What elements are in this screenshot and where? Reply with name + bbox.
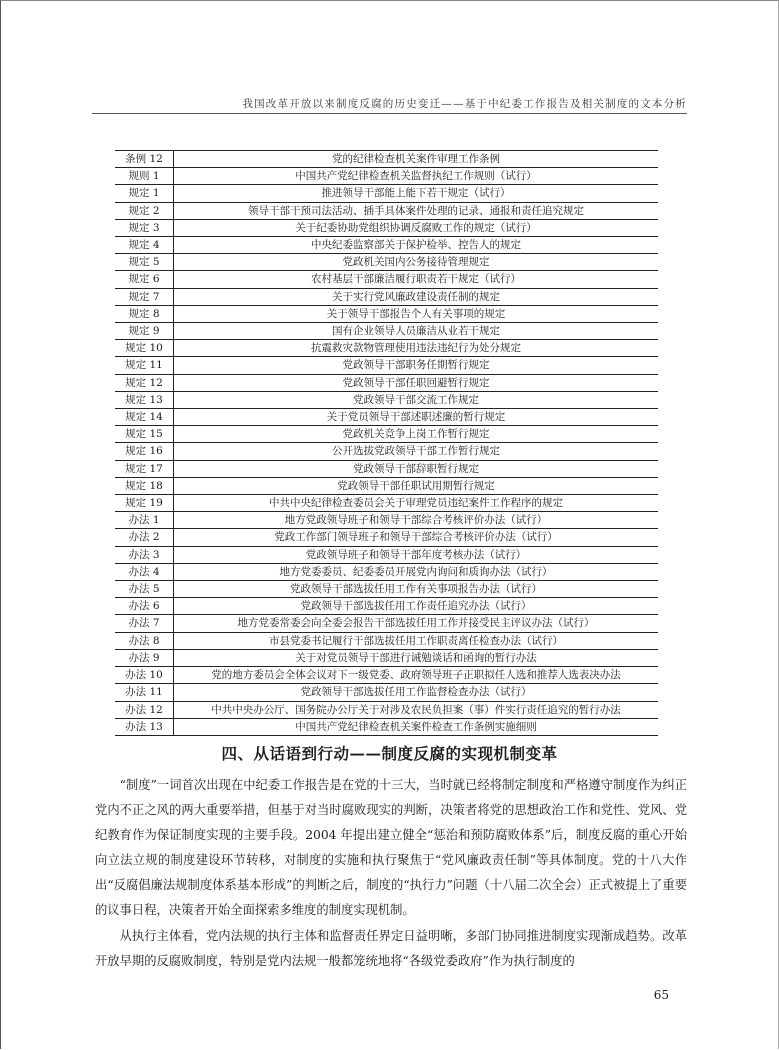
regulation-name: 党政领导干部选拔任用工作有关事项报告办法（试行）: [174, 581, 659, 598]
regulation-name: 关于领导干部报告个人有关事项的规定: [174, 305, 659, 322]
regulation-code: 规定 2: [115, 202, 174, 219]
regulation-name: 党政工作部门领导班子和领导干部综合考核评价办法（试行）: [174, 529, 659, 546]
regulation-code: 办法 3: [115, 546, 174, 563]
regulation-name: 关于纪委协助党组织协调反腐败工作的规定（试行）: [174, 219, 659, 236]
regulations-table-body: [115, 151, 658, 736]
regulation-code: 办法 8: [115, 632, 174, 649]
table-row: [115, 168, 658, 185]
regulation-name: 公开选拔党政领导干部工作暂行规定: [174, 443, 659, 460]
regulation-name: 中国共产党纪律检查机关案件检查工作条例实施细则: [174, 718, 659, 735]
regulation-code: 规定 4: [115, 237, 174, 254]
regulation-name: 关于党员领导干部述职述廉的暂行规定: [174, 409, 659, 426]
regulation-code: 规定 9: [115, 323, 174, 340]
regulation-code: 办法 9: [115, 649, 174, 666]
table-row: [115, 254, 658, 271]
regulation-code: 规定 12: [115, 374, 174, 391]
table-row: [115, 185, 658, 202]
table-row: [115, 288, 658, 305]
regulation-name: 党政领导干部交流工作规定: [174, 391, 659, 408]
table-row: [115, 323, 658, 340]
regulations-table: [115, 150, 658, 736]
regulation-name: 抗震救灾款物管理使用违法违纪行为处分规定: [174, 340, 659, 357]
regulation-name: 党政领导干部选拔任用工作监督检查办法（试行）: [174, 684, 659, 701]
table-row: [115, 684, 658, 701]
regulation-code: 规定 10: [115, 340, 174, 357]
regulation-name: 党政机关竞争上岗工作暂行规定: [174, 426, 659, 443]
table-row: [115, 512, 658, 529]
body-text: [95, 773, 687, 974]
regulation-code: 办法 2: [115, 529, 174, 546]
regulation-code: 规定 15: [115, 426, 174, 443]
table-row: [115, 477, 658, 494]
regulation-code: 规定 16: [115, 443, 174, 460]
regulation-code: 办法 11: [115, 684, 174, 701]
regulation-code: 规定 18: [115, 477, 174, 494]
table-row: [115, 219, 658, 236]
regulation-code: 规定 5: [115, 254, 174, 271]
regulation-name: 中央纪委监察部关于保护检举、控告人的规定: [174, 237, 659, 254]
regulation-name: 党政领导干部任职试用期暂行规定: [174, 477, 659, 494]
table-row: [115, 391, 658, 408]
regulation-code: 规定 8: [115, 305, 174, 322]
table-row: [115, 357, 658, 374]
regulation-code: 规定 3: [115, 219, 174, 236]
regulation-name: 关于对党员领导干部进行诫勉谈话和函询的暂行办法: [174, 649, 659, 666]
table-row: [115, 495, 658, 512]
header-rule: [92, 113, 687, 114]
regulation-name: 农村基层干部廉洁履行职责若干规定（试行）: [174, 271, 659, 288]
table-row: [115, 202, 658, 219]
regulation-name: 领导干部干预司法活动、插手具体案件处理的记录、通报和责任追究规定: [174, 202, 659, 219]
body-paragraph: “制度”一词首次出现在中纪委工作报告是在党的十三大，当时就已经将制定制度和严格遵守制度作为纠正党内不正之风的两大重要举措，但基于对当时腐败现实的判断，决策者将党的思想政治工作和党性、党风、党纪教育作为保证制度实现的主要手段。2004 年提出建立健全“惩治和预防腐败体系”后，制度反腐的重心开始向立法立规的制度建设环节转移，对制度的实施和执行聚焦于“党风廉政责任制”等具体制度。党的十八大作出“反腐倡廉法规制度体系基本形成”的判断之后，制度的“执行力”问题（十八届二次全会）正式被提上了重要的议事日程，决策者开始全面探索多维度的制度实现机制。: [95, 778, 687, 918]
table-row: [115, 546, 658, 563]
regulation-name: 党政领导干部选拔任用工作责任追究办法（试行）: [174, 598, 659, 615]
regulation-name: 关于实行党风廉政建设责任制的规定: [174, 288, 659, 305]
table-row: [115, 460, 658, 477]
regulation-code: 规定 19: [115, 495, 174, 512]
table-row: [115, 529, 658, 546]
table-row: [115, 718, 658, 735]
table-row: [115, 151, 658, 168]
regulation-name: 党政领导干部任职回避暂行规定: [174, 374, 659, 391]
regulation-name: 市县党委书记履行干部选拔任用工作职责离任检查办法（试行）: [174, 632, 659, 649]
regulation-code: 规定 1: [115, 185, 174, 202]
regulation-code: 办法 10: [115, 667, 174, 684]
regulation-name: 地方党政领导班子和领导干部综合考核评价办法（试行）: [174, 512, 659, 529]
regulation-name: 党政领导班子和领导干部年度考核办法（试行）: [174, 546, 659, 563]
body-paragraph: 从执行主体看，党内法规的执行主体和监督责任界定日益明晰，多部门协同推进制度实现渐成趋势。改革开放早期的反腐败制度，特别是党内法规一般都笼统地将“各级党委政府”作为执行制度的: [95, 928, 687, 968]
regulation-code: 规则 1: [115, 168, 174, 185]
regulation-code: 规定 6: [115, 271, 174, 288]
regulation-code: 办法 7: [115, 615, 174, 632]
table-row: [115, 340, 658, 357]
regulation-code: 规定 11: [115, 357, 174, 374]
regulation-code: 条例 12: [115, 151, 174, 168]
regulation-name: 党的地方委员会全体会议对下一级党委、政府领导班子正职拟任人选和推荐人选表决办法: [174, 667, 659, 684]
regulation-code: 办法 13: [115, 718, 174, 735]
regulation-code: 规定 17: [115, 460, 174, 477]
section-title: 四、从话语到行动——制度反腐的实现机制变革: [221, 744, 558, 763]
regulation-name: 党的纪律检查机关案件审理工作条例: [174, 151, 659, 168]
regulation-code: 办法 5: [115, 581, 174, 598]
table-row: [115, 581, 658, 598]
regulation-code: 规定 13: [115, 391, 174, 408]
table-row: [115, 443, 658, 460]
table-row: [115, 667, 658, 684]
regulation-code: 办法 4: [115, 563, 174, 580]
table-row: [115, 409, 658, 426]
regulation-code: 办法 12: [115, 701, 174, 718]
regulation-code: 办法 1: [115, 512, 174, 529]
table-row: [115, 632, 658, 649]
table-row: [115, 701, 658, 718]
table-row: [115, 237, 658, 254]
regulation-name: 党政领导干部职务任期暂行规定: [174, 357, 659, 374]
running-header: 我国改革开放以来制度反腐的历史变迁——基于中纪委工作报告及相关制度的文本分析: [242, 98, 687, 110]
regulation-name: 党政领导干部辞职暂行规定: [174, 460, 659, 477]
table-row: [115, 271, 658, 288]
regulation-code: 办法 6: [115, 598, 174, 615]
regulation-name: 中共中央办公厅、国务院办公厅关于对涉及农民负担案（事）件实行责任追究的暂行办法: [174, 701, 659, 718]
regulation-name: 中国共产党纪律检查机关监督执纪工作规则（试行）: [174, 168, 659, 185]
table-row: [115, 374, 658, 391]
page-number: 65: [653, 988, 669, 1002]
table-row: [115, 615, 658, 632]
regulation-name: 地方党委委员、纪委委员开展党内询问和质询办法（试行）: [174, 563, 659, 580]
regulation-code: 规定 14: [115, 409, 174, 426]
regulation-name: 中共中央纪律检查委员会关于审理党员违纪案件工作程序的规定: [174, 495, 659, 512]
regulation-code: 规定 7: [115, 288, 174, 305]
regulation-name: 国有企业领导人员廉洁从业若干规定: [174, 323, 659, 340]
regulation-name: 推进领导干部能上能下若干规定（试行）: [174, 185, 659, 202]
table-row: [115, 649, 658, 666]
table-row: [115, 305, 658, 322]
regulation-name: 党政机关国内公务接待管理规定: [174, 254, 659, 271]
table-row: [115, 563, 658, 580]
table-row: [115, 426, 658, 443]
table-row: [115, 598, 658, 615]
regulation-name: 地方党委常委会向全委会报告干部选拔任用工作并接受民主评议办法（试行）: [174, 615, 659, 632]
